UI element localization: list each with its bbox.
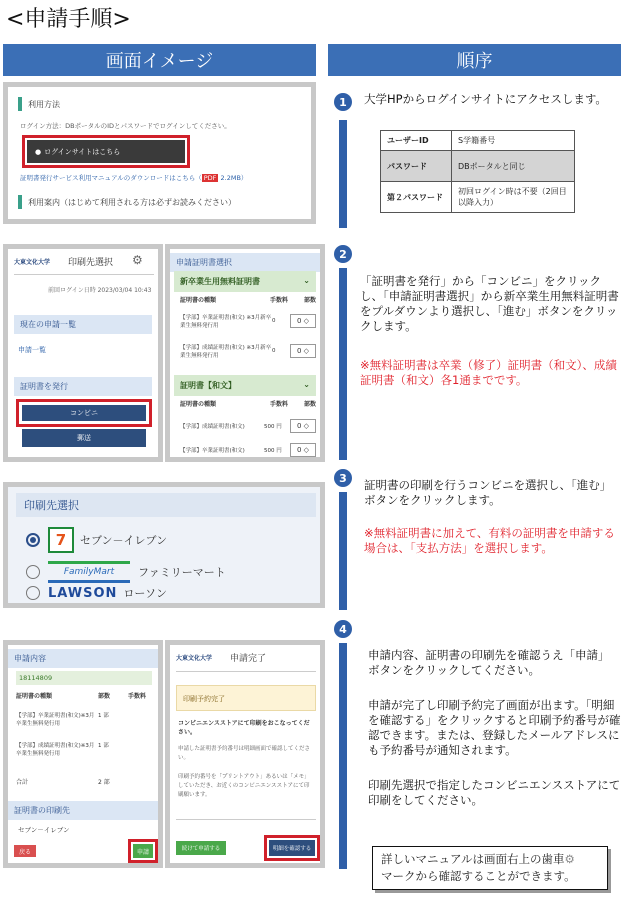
guide-label[interactable]: 利用案内（はじめて利用される方は必ずお読みください） bbox=[28, 198, 236, 207]
page-title: <申請手順> bbox=[6, 7, 131, 32]
screenshot-application-complete bbox=[165, 640, 325, 868]
message-text: 申請した証明書予約番号は明細画面で確認してください。 bbox=[178, 746, 311, 761]
continue-apply-button[interactable]: 続けて申請する bbox=[176, 841, 226, 855]
table-header: 証明書の種類 手数料 部数 bbox=[180, 297, 316, 304]
apps-list-link[interactable]: 申請一覧 bbox=[18, 346, 46, 354]
screenshot-login-page bbox=[3, 82, 316, 224]
divider bbox=[14, 274, 154, 275]
screenshot-store-selection bbox=[3, 482, 325, 608]
screenshot-print-destination-menu bbox=[3, 244, 163, 462]
table-row: 【学部】成績証明書(和文)※3月卒業生無料発行用 1 部 bbox=[16, 743, 109, 757]
left-column-header: 画面イメージ bbox=[3, 44, 316, 76]
screenshot-certificate-selection bbox=[165, 244, 325, 462]
step-3-text: 証明書の印刷を行うコンビニを選択し、「進む」ボタンをクリックします。 bbox=[364, 478, 612, 507]
radio-selected[interactable] bbox=[26, 533, 40, 547]
screenshot-application-contents bbox=[3, 640, 163, 868]
section-marker bbox=[18, 97, 22, 111]
manual-note-box: 詳しいマニュアルは画面右上の歯車⚙ マークから確認することができます。 bbox=[372, 846, 608, 890]
application-number: 18114809 bbox=[16, 671, 152, 685]
familymart-logo: FamilyMart bbox=[48, 561, 130, 583]
mail-button[interactable]: 郵送 bbox=[22, 429, 146, 447]
divider bbox=[176, 671, 316, 672]
store-option-lawson[interactable]: LAWSON ローソン bbox=[26, 585, 167, 601]
reservation-complete-box: 印刷予約完了 bbox=[176, 685, 316, 711]
free-certificate-group[interactable]: 新卒業生用無料証明書 ⌄ bbox=[174, 271, 316, 292]
step-2-text: 「証明書を発行」から「コンビニ」をクリックし、「申請証明書選択」から新卒業生用無料証明書をプルダウンより選択し、「進む」ボタンをクリックします。 bbox=[360, 274, 619, 333]
apply-button-highlight bbox=[128, 839, 158, 863]
table-row: 【学部】卒業証明書(和文) ※3月新卒業生無料発行用 0 0 ◇ bbox=[180, 313, 316, 329]
step-number-4: 4 bbox=[334, 620, 352, 638]
current-apps-header: 現在の申請一覧 bbox=[14, 315, 152, 334]
seven-eleven-logo: 7 bbox=[48, 527, 74, 553]
login-info-table bbox=[380, 130, 575, 213]
login-note: ログイン方法：DBポータルのIDとパスワードでログインしてください。 bbox=[20, 122, 231, 130]
destination-header: 証明書の印刷先 bbox=[8, 801, 158, 820]
table-row: 【学部】卒業証明書(和文) 500 円 0 ◇ bbox=[180, 443, 316, 457]
total-row: 合計 2 部 bbox=[16, 779, 110, 786]
screen-title: 申請完了 bbox=[230, 654, 267, 664]
gear-icon[interactable]: ⚙ bbox=[132, 253, 143, 267]
step-bar bbox=[339, 643, 347, 869]
step-4-text: 申請内容、証明書の印刷先を確認うえ「申請」ボタンをクリックしてください。 bbox=[368, 648, 610, 677]
detail-button-highlight bbox=[264, 835, 320, 861]
radio-unselected[interactable] bbox=[26, 586, 40, 600]
manual-download-link[interactable]: 証明書発行サービス利用マニュアルのダウンロードはこちら（ PDF 2.2MB） bbox=[20, 174, 248, 182]
section-label: 利用方法 bbox=[28, 100, 60, 109]
step-bar bbox=[339, 492, 347, 610]
step-3-note: ※無料証明書に加えて、有料の証明書を申請する場合は、「支払方法」を選択します。 bbox=[364, 526, 615, 555]
login-site-button[interactable]: ● ログインサイトはこちら bbox=[27, 140, 185, 163]
step-number-1: 1 bbox=[334, 93, 352, 111]
selection-header: 申請証明書選択 bbox=[170, 253, 320, 272]
convenience-store-button[interactable]: コンビニ bbox=[22, 405, 146, 421]
section-marker bbox=[18, 195, 22, 209]
back-button[interactable]: 戻る bbox=[14, 845, 36, 857]
message-text: 印刷予約番号を「プリントアウト」あるいは「メモ」していただき、お近くのコンビニエンスストアにて印刷願います。 bbox=[178, 774, 310, 798]
message-text: コンビニエンスストアにて印刷をおこなってください。 bbox=[178, 720, 310, 736]
quantity-select[interactable]: 0 ◇ bbox=[290, 314, 316, 328]
right-column-header: 順序 bbox=[328, 44, 621, 76]
japanese-certificate-group[interactable]: 証明書【和文】 ⌄ bbox=[174, 375, 316, 396]
pdf-badge: PDF bbox=[203, 174, 217, 182]
table-row: パスワード DBポータルと同じ bbox=[381, 151, 575, 182]
contents-header: 申請内容 bbox=[8, 649, 158, 668]
login-button-highlight bbox=[22, 135, 190, 168]
step-number-2: 2 bbox=[334, 245, 352, 263]
table-header: 証明書の種類 部数 手数料 bbox=[16, 693, 147, 700]
apply-button[interactable]: 申請 bbox=[133, 844, 153, 858]
quantity-select[interactable]: 0 ◇ bbox=[290, 443, 316, 457]
table-row: 第２パスワード 初回ログイン時は不要（2回目以降入力） bbox=[381, 182, 575, 213]
lawson-logo: LAWSON bbox=[48, 585, 118, 601]
step-bar bbox=[339, 120, 347, 228]
quantity-select[interactable]: 0 ◇ bbox=[290, 419, 316, 433]
quantity-select[interactable]: 0 ◇ bbox=[290, 344, 316, 358]
store-option-familymart[interactable]: FamilyMart ファミリーマート bbox=[26, 561, 226, 583]
table-row: ユーザーID S学籍番号 bbox=[381, 131, 575, 151]
step-1-text: 大学HPからログインサイトにアクセスします。 bbox=[364, 92, 607, 106]
store-select-header: 印刷先選択 bbox=[16, 493, 316, 517]
last-login-text: 前回ログイン日時 2023/03/04 10:43 bbox=[48, 287, 152, 294]
screen-title: 印刷先選択 bbox=[68, 258, 114, 268]
step-2-note: ※無料証明書は卒業（修了）証明書（和文）、成績証明書（和文）各1通までです。 bbox=[360, 358, 617, 387]
issue-section-header: 証明書を発行 bbox=[14, 377, 152, 396]
destination-value: セブン－イレブン bbox=[18, 826, 70, 834]
table-row: 【学部】卒業証明書(和文)※3月卒業生無料発行用 1 部 bbox=[16, 713, 109, 727]
table-header: 証明書の種類 手数料 部数 bbox=[180, 401, 316, 408]
store-option-seven-eleven[interactable]: 7 セブン－イレブン bbox=[26, 527, 167, 553]
gear-icon: ⚙ bbox=[564, 852, 575, 866]
step-4-text-3: 印刷先選択で指定したコンビニエンスストアにて印刷をしてください。 bbox=[368, 778, 621, 807]
table-row: 【学部】成績証明書(和文) 500 円 0 ◇ bbox=[180, 419, 316, 433]
step-4-text-2: 申請が完了し印刷予約完了画面が出ます。「明細を確認する」をクリックすると印刷予約番号が確認できます。または、登録したメールアドレスにも予約番号が通知されます。 bbox=[368, 698, 621, 757]
university-logo: 大東文化大学 bbox=[176, 655, 213, 662]
step-bar bbox=[339, 268, 347, 460]
view-details-button[interactable]: 明細を確認する bbox=[269, 840, 315, 856]
step-number-3: 3 bbox=[334, 469, 352, 487]
table-row: 【学部】成績証明書(和文) ※3月新卒業生無料発行用 0 0 ◇ bbox=[180, 343, 316, 359]
radio-unselected[interactable] bbox=[26, 565, 40, 579]
divider bbox=[176, 819, 316, 820]
convenience-button-highlight bbox=[16, 399, 152, 427]
university-logo: 大東文化大学 bbox=[14, 259, 51, 266]
